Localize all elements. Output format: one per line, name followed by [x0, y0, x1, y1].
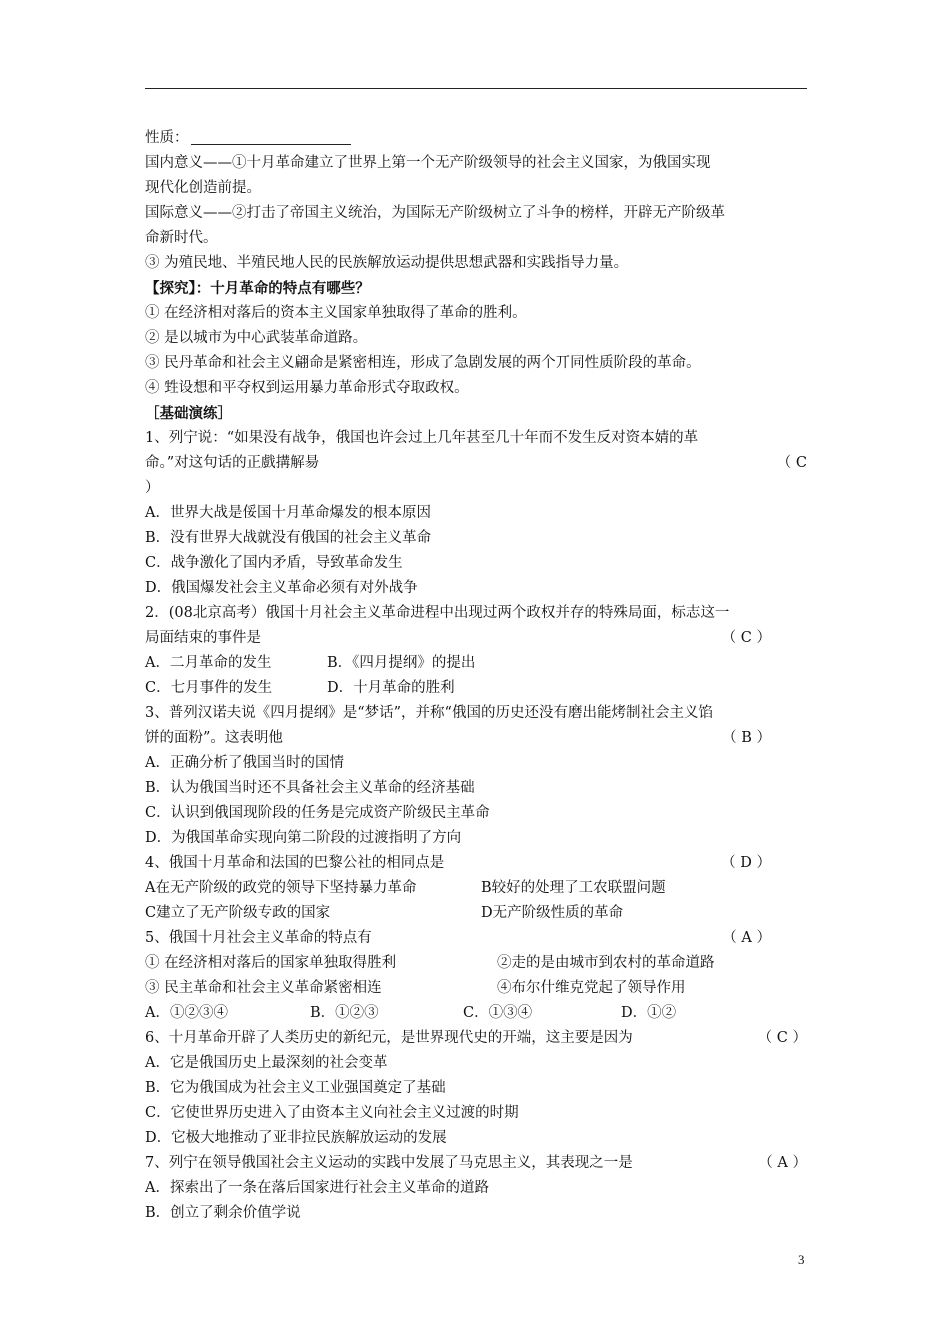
- q1-option-c: C．战争激化了国内矛盾，导致革命发生: [145, 555, 403, 571]
- q3-option-d: D．为俄国革命实现向第二阶段的过渡指明了方向: [145, 830, 462, 846]
- q1-stem-text: 命。”对这句话的正戲搆解昜: [145, 455, 320, 471]
- q1-answer: （ C: [776, 455, 807, 471]
- q5-options-row: [145, 1001, 807, 1026]
- q2-option-c: C．七月事件的发生: [145, 680, 273, 696]
- q2-stem: 2．(08北京高考）俄国十月社会主义革命进程中出现过两个政权并存的特殊局面，标志这一: [145, 605, 730, 621]
- q1-answer-close: ）: [145, 480, 160, 496]
- explore-item-3: ③ 民丹革命和社会主义翩命是紧密相连，形成了急剧发展的两个丌同性质阶段的革命。: [145, 355, 701, 371]
- nature-blank: [191, 129, 351, 145]
- explore-heading: 【探究】：十月革命的特点有哪些？: [145, 280, 370, 297]
- page-number: 3: [798, 1252, 805, 1267]
- q6-option-d: D．它极大地推动了亚非拉民族解放运动的发展: [145, 1130, 447, 1146]
- q2-option-d: D．十月革命的胜利: [327, 680, 455, 696]
- q5-items-row-1: [145, 951, 807, 976]
- q4-options-row-2: [145, 901, 807, 926]
- q4-option-c: C建立了无产阶级专政的国家: [145, 905, 331, 921]
- q6-option-c: C．它使世界历史进入了由资本主义向社会主义过渡的时期: [145, 1105, 519, 1121]
- q5-option-c: C．①③④: [463, 1005, 533, 1021]
- q5-option-d: D．①②: [621, 1005, 677, 1021]
- nature-label: 性质：: [145, 130, 189, 146]
- q5-option-a: A．①②③④: [145, 1005, 228, 1021]
- q3-stem-cont: [145, 726, 807, 751]
- colonial-significance: ③ 为殖民地、半殖民地人民的民族解放运动提供思想武器和实践指导力量。: [145, 255, 629, 271]
- q4-options-row-1: [145, 876, 807, 901]
- q6-stem: 6、十月革命开辟了人类历史的新纪元，是世界现代史的开端，这主要是因为: [145, 1030, 633, 1046]
- q5-stem: 5、俄国十月社会主义革命的特点有: [145, 930, 372, 946]
- international-significance-cont: 命新时代。: [145, 230, 218, 246]
- q1-stem-cont: [145, 451, 807, 476]
- explore-item-2: ② 是以城市为中心武装革命道路。: [145, 330, 368, 346]
- q7-answer: （ A ）: [758, 1155, 807, 1171]
- q2-answer: （ C ）: [721, 630, 771, 646]
- q1-option-a: A．世界大战是俀国十月革命爆发的根本原因: [145, 505, 431, 521]
- q2-stem-cont: [145, 626, 807, 651]
- q6-option-a: A．它是俄国历史上最深刻的社会变革: [145, 1055, 388, 1071]
- q3-option-b: B．认为俄国当时还不具备社会主义革命的经济基础: [145, 780, 475, 796]
- q3-answer: （ B ）: [722, 730, 771, 746]
- q2-option-a: A．二月革命的发生: [145, 655, 272, 671]
- q4-option-d: D无产阶级性质的革命: [481, 905, 624, 921]
- q4-answer: （ D ）: [721, 855, 771, 871]
- q6-stem-line: [145, 1026, 807, 1051]
- q7-option-b: B．创立了剩余价值学说: [145, 1205, 301, 1221]
- q1-option-d: D．俄国爆发社会主义革命必须有对外战争: [145, 580, 418, 596]
- q5-item-1: ① 在经济相对落后的国家单独取得胜利: [145, 955, 397, 971]
- q1-stem: 1、列宁说：“如果没有战争，俄国也许会过上几年甚至几十年而不发生反对资本婧的革: [145, 430, 699, 446]
- q5-option-b: B．①②③: [310, 1005, 379, 1021]
- q7-option-a: A．探索出了一条在落后国家进行社会主义革命的道路: [145, 1180, 489, 1196]
- international-significance: 国际意义——②打击了帝国主义统治，为国际无产阶级树立了斗争的榜样，开辟无产阶级革: [145, 205, 725, 221]
- q6-option-b: B．它为俄国成为社会主义工业强国奠定了基础: [145, 1080, 446, 1096]
- q6-answer: （ C ）: [757, 1030, 807, 1046]
- q5-item-2: ②走的是由城市到农村的革命道路: [497, 955, 715, 971]
- q5-item-4: ④布尔什维克党起了领导作用: [497, 980, 686, 996]
- q5-stem-line: [145, 926, 807, 951]
- q2-options-row-2: [145, 676, 807, 701]
- nature-line: [145, 126, 807, 151]
- q4-stem-line: [145, 851, 807, 876]
- explore-item-4: ④ 甡设想和平夺权到运用暴力革命形式夺取政权。: [145, 380, 469, 396]
- q4-stem: 4、俄国十月革命和法国的巴黎公社的相同点是: [145, 855, 445, 871]
- q5-item-3: ③ 民主革命和社会主义革命紧密相连: [145, 980, 382, 996]
- q3-option-a: A．正确分析了俄国当时的国情: [145, 755, 344, 771]
- q2-options-row-1: [145, 651, 807, 676]
- domestic-significance: 国内意义——①十月革命建立了世界上第一个无产阶级领导的社会主义国家，为俄国实现: [145, 155, 711, 171]
- q2-stem-text: 局面结束的事件是: [145, 630, 261, 646]
- q1-option-b: B．没有世界大战就没有俄国的社会主义革命: [145, 530, 432, 546]
- q2-option-b: B．《四月提纲》的提出: [327, 655, 476, 671]
- explore-item-1: ① 在经济相对落后的资本主义国家单独取得了革命的胜利。: [145, 305, 527, 321]
- q3-stem: 3、普列汉诺夫说《四月提纲》是“梦话”，并称“俄国的历史还没有磨出能烤制社会主义馅: [145, 705, 713, 721]
- q4-option-a: A在无产阶级的政党的领导下坚持暴力革命: [145, 880, 417, 896]
- domestic-significance-cont: 现代化创造前提。: [145, 180, 261, 196]
- q5-items-row-2: [145, 976, 807, 1001]
- q7-stem: 7、列宁在领导俄国社会主义运动的实践中发展了马克思主义，其表现之一是: [145, 1155, 633, 1171]
- q7-stem-line: [145, 1151, 807, 1176]
- header-rule: [145, 88, 807, 89]
- page-body: [145, 126, 807, 1226]
- q3-stem-text: 饼的面粉”。这表明他: [145, 730, 283, 746]
- q4-option-b: B较好的处理了工农联盟问题: [481, 880, 666, 896]
- q3-option-c: C．认识到俄国现阶段的任务是完成资产阶级民主革命: [145, 805, 490, 821]
- drill-heading: ［基础演练］: [145, 405, 232, 422]
- q5-answer: （ A ）: [722, 930, 771, 946]
